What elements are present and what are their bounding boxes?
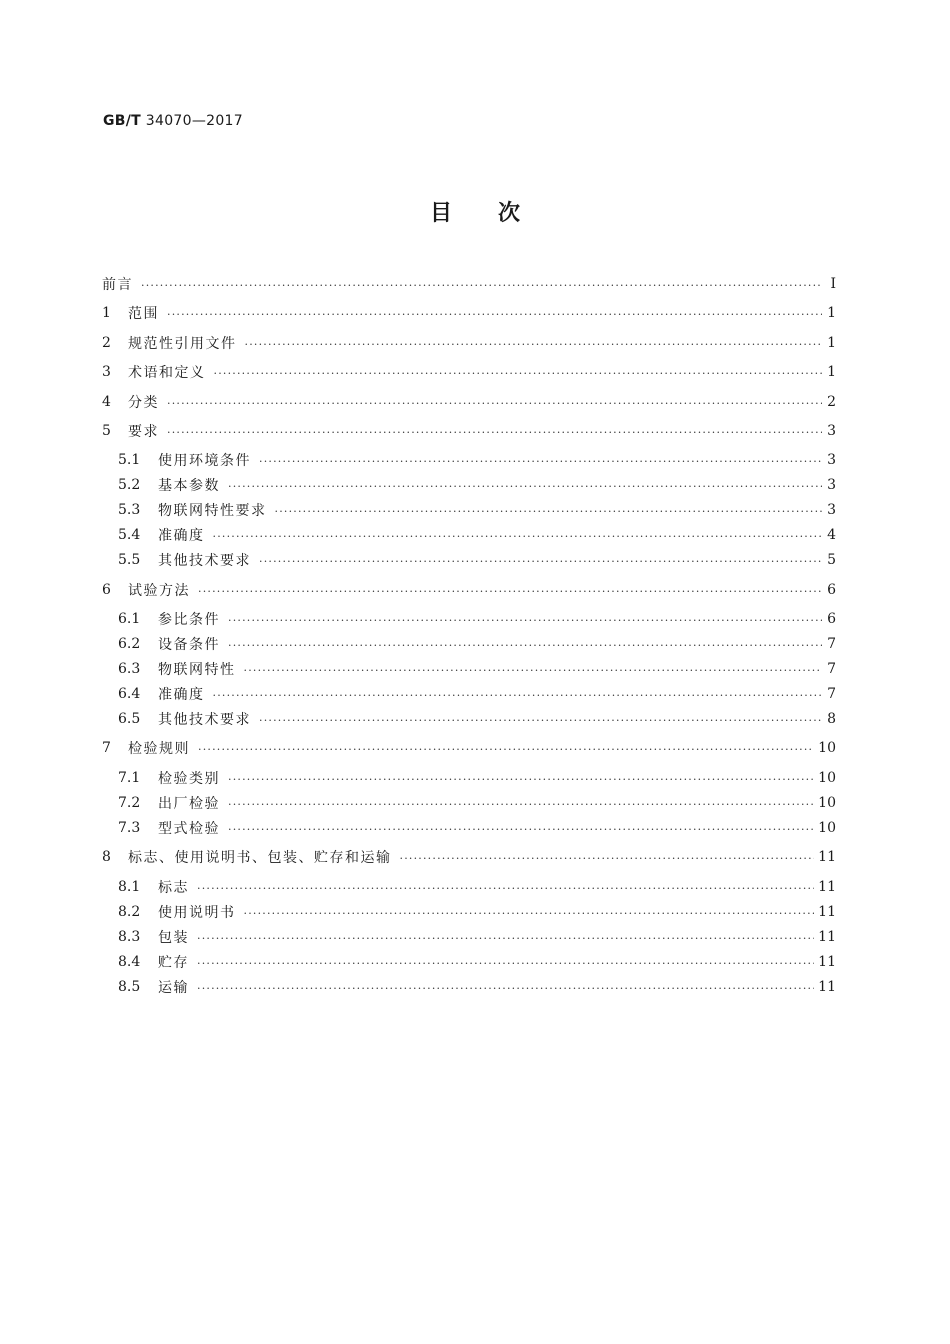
toc-entry-page: 7: [827, 661, 836, 677]
toc-entry-page: 6: [827, 582, 836, 598]
toc-entry-page: 6: [827, 611, 836, 627]
toc-entry[interactable]: [118, 683, 836, 705]
toc-entry[interactable]: [118, 901, 836, 923]
toc-entry-number: 6.4: [118, 686, 141, 702]
toc-entry-page: 8: [827, 711, 836, 727]
toc-leader: [244, 907, 815, 920]
toc-entry-label: 标志: [158, 880, 189, 896]
toc-entry-number: 8.5: [118, 979, 141, 995]
toc-entry-number: 4: [102, 394, 111, 410]
toc-entry-label: 前言: [102, 277, 133, 293]
toc-entry-label: 规范性引用文件: [128, 336, 237, 352]
toc-entry[interactable]: [118, 658, 836, 680]
toc-entry[interactable]: [118, 608, 836, 630]
toc-entry-number: 5: [102, 423, 111, 439]
toc-leader: [198, 743, 814, 756]
toc-leader: [213, 689, 823, 702]
standard-code-prefix: GB/T: [103, 113, 142, 129]
toc-entry-label: 使用说明书: [158, 905, 236, 921]
toc-entry-number: 5.3: [118, 502, 141, 518]
toc-leader: [259, 555, 822, 568]
toc-entry-number: 5.2: [118, 477, 141, 493]
toc-entry-label: 基本参数: [158, 478, 220, 494]
toc-entry-number: 3: [102, 364, 111, 380]
toc-entry-foreword[interactable]: [102, 273, 836, 295]
toc-entry-page: 10: [818, 820, 836, 836]
toc-entry-number: 6: [102, 582, 111, 598]
toc-entry-label: 试验方法: [128, 583, 190, 599]
toc-entry-page: 10: [818, 795, 836, 811]
toc-leader: [228, 480, 822, 493]
toc-entry-page: 7: [827, 686, 836, 702]
toc-leader: [245, 338, 823, 351]
toc-entry[interactable]: [102, 391, 836, 413]
toc-entry-label: 分类: [128, 395, 159, 411]
toc-entry-label: 设备条件: [158, 637, 220, 653]
toc-leader: [259, 455, 822, 468]
toc-leader: [228, 639, 822, 652]
toc-entry-page: 3: [827, 423, 836, 439]
toc-entry[interactable]: [118, 951, 836, 973]
toc-entry-number: 8.2: [118, 904, 141, 920]
toc-entry-number: 6.2: [118, 636, 141, 652]
toc-leader: [197, 982, 814, 995]
page-title: 目次: [429, 201, 566, 226]
toc-leader: [228, 823, 814, 836]
toc-entry[interactable]: [118, 633, 836, 655]
toc-leader: [213, 530, 823, 543]
toc-entry-label: 准确度: [158, 528, 205, 544]
toc-leader: [167, 397, 822, 410]
toc-entry[interactable]: [102, 579, 836, 601]
toc-entry-label: 检验类别: [158, 771, 220, 787]
toc-entry[interactable]: [118, 549, 836, 571]
toc-entry[interactable]: [102, 420, 836, 442]
toc-entry-number: 1: [102, 305, 111, 321]
toc-entry-number: 8: [102, 849, 111, 865]
toc-leader: [244, 664, 823, 677]
toc-leader: [197, 957, 814, 970]
toc-entry-page: 4: [827, 527, 836, 543]
toc-leader: [167, 426, 822, 439]
toc-entry-number: 8.3: [118, 929, 141, 945]
toc-leader: [228, 614, 822, 627]
toc-entry[interactable]: [118, 767, 836, 789]
toc-entry-label: 要求: [128, 424, 159, 440]
toc-entry-number: 2: [102, 335, 111, 351]
standard-code: [103, 113, 243, 129]
toc-leader: [198, 585, 822, 598]
toc-entry-page: 11: [818, 929, 836, 945]
toc-entry[interactable]: [102, 302, 836, 324]
toc-entry-label: 贮存: [158, 955, 189, 971]
toc-entry-label: 物联网特性要求: [158, 503, 267, 519]
toc-entry-label: 其他技术要求: [158, 553, 251, 569]
toc-entry[interactable]: [118, 792, 836, 814]
toc-entry-page: 5: [827, 552, 836, 568]
toc-entry-number: 5.4: [118, 527, 141, 543]
toc-entry-label: 准确度: [158, 687, 205, 703]
toc-entry-number: 5.5: [118, 552, 141, 568]
toc-leader: [275, 505, 823, 518]
toc-leader: [167, 308, 822, 321]
toc-entry-label: 检验规则: [128, 741, 190, 757]
toc-entry-page: 11: [818, 954, 836, 970]
toc-entry[interactable]: [118, 876, 836, 898]
toc-entry-page: 2: [827, 394, 836, 410]
toc-entry-label: 物联网特性: [158, 662, 236, 678]
toc-entry-label: 标志、使用说明书、包装、贮存和运输: [128, 850, 392, 866]
toc-entry-number: 7.3: [118, 820, 141, 836]
toc-leader: [141, 279, 822, 292]
toc-entry-number: 8.4: [118, 954, 141, 970]
toc-entry-number: 7.2: [118, 795, 141, 811]
toc-entry[interactable]: [118, 524, 836, 546]
toc-entry-page: 10: [818, 740, 836, 756]
toc-entry-page: 10: [818, 770, 836, 786]
standard-code-number: 34070—2017: [145, 113, 243, 129]
toc-entry[interactable]: [118, 449, 836, 471]
toc-entry-label: 运输: [158, 980, 189, 996]
toc-entry-label: 术语和定义: [128, 365, 206, 381]
toc-entry-number: 8.1: [118, 879, 141, 895]
toc-entry-number: 6.3: [118, 661, 141, 677]
toc-leader: [400, 852, 815, 865]
toc-entry-label: 型式检验: [158, 821, 220, 837]
toc-leader: [197, 882, 814, 895]
toc-leader: [228, 798, 814, 811]
toc-entry-number: 7: [102, 740, 111, 756]
toc-entry-page: 1: [827, 335, 836, 351]
toc-leader: [259, 714, 822, 727]
toc-entry[interactable]: [102, 846, 836, 868]
toc-entry-page: 3: [827, 477, 836, 493]
toc-entry-label: 参比条件: [158, 612, 220, 628]
toc-entry[interactable]: [118, 976, 836, 998]
toc-entry[interactable]: [118, 926, 836, 948]
toc-leader: [228, 773, 814, 786]
toc-entry-page: 3: [827, 452, 836, 468]
toc-entry[interactable]: [118, 708, 836, 730]
toc-entry-label: 其他技术要求: [158, 712, 251, 728]
toc-entry-label: 使用环境条件: [158, 453, 251, 469]
toc-leader: [214, 367, 823, 380]
toc-entry-number: 6.1: [118, 611, 141, 627]
toc-entry[interactable]: [102, 332, 836, 354]
toc-entry[interactable]: [102, 361, 836, 383]
toc-entry-page: 1: [827, 305, 836, 321]
toc-leader: [197, 932, 814, 945]
toc-entry-page: Ⅰ: [830, 276, 836, 292]
toc-entry-number: 6.5: [118, 711, 141, 727]
toc-entry-page: 3: [827, 502, 836, 518]
toc-entry-page: 11: [818, 904, 836, 920]
toc-entry[interactable]: [102, 737, 836, 759]
toc-entry-page: 1: [827, 364, 836, 380]
toc-entry-label: 出厂检验: [158, 796, 220, 812]
toc-entry[interactable]: [118, 499, 836, 521]
toc-entry-page: 7: [827, 636, 836, 652]
toc-entry-label: 包装: [158, 930, 189, 946]
toc-entry-label: 范围: [128, 306, 159, 322]
toc-entry-number: 5.1: [118, 452, 141, 468]
toc-entry-page: 11: [818, 879, 836, 895]
toc-entry-page: 11: [818, 849, 836, 865]
toc-entry[interactable]: [118, 817, 836, 839]
toc-entry[interactable]: [118, 474, 836, 496]
toc-entry-number: 7.1: [118, 770, 141, 786]
toc-entry-page: 11: [818, 979, 836, 995]
